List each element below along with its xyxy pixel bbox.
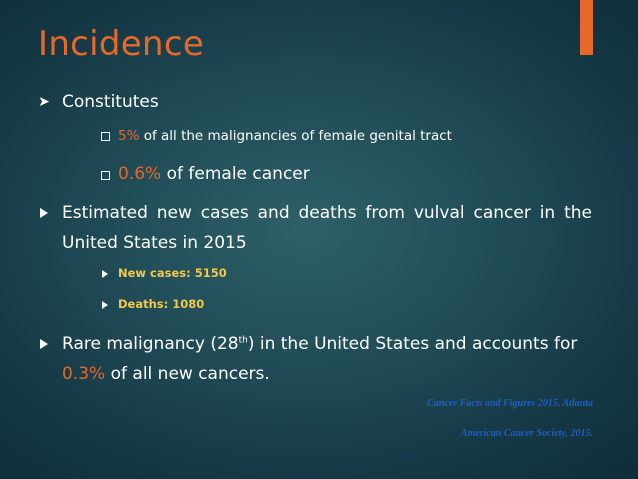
rare-text-sup: th	[238, 335, 248, 346]
triangle-right-icon	[100, 268, 110, 280]
highlight-value: 5%	[118, 128, 140, 144]
bullet-estimated-line1: Estimated new cases and deaths from vulval cancer in the	[62, 203, 592, 223]
highlight-value: 0.6%	[118, 164, 162, 184]
triangle-right-icon	[38, 337, 50, 351]
rare-text-pre: Rare malignancy (28	[62, 334, 239, 354]
checkbox-icon	[100, 169, 110, 181]
highlight-value: 0.3%	[62, 364, 106, 384]
triangle-right-icon	[100, 299, 110, 311]
subbullet-text: of female cancer	[161, 164, 310, 184]
rare-text-post: ) in the United States and accounts for	[247, 334, 578, 354]
bullet-rare-line1	[62, 331, 577, 357]
bullet-estimated-line2: United States in 2015	[62, 233, 247, 253]
subbullet-five-percent	[118, 126, 452, 146]
bullet-constitutes: Constitutes	[62, 92, 159, 112]
slide-title: Incidence	[38, 24, 205, 64]
subbullet-text: of all the malignancies of female genital tract	[139, 128, 452, 144]
accent-bar	[580, 0, 593, 55]
triangle-right-icon	[38, 206, 50, 220]
subbullet-deaths: Deaths: 1080	[118, 297, 205, 311]
citation-line2: American Cancer Society, 2015.	[460, 428, 593, 439]
subbullet-new-cases: New cases: 5150	[118, 266, 227, 280]
rare-text-line2: of all new cancers.	[105, 364, 270, 384]
citation-line1: Cancer Facts and Figures 2015. Atlanta	[427, 398, 593, 409]
chevron-right-icon: ➤	[38, 94, 50, 110]
subbullet-zero-six-percent	[118, 162, 310, 186]
bullet-rare-line2	[62, 361, 270, 387]
checkbox-icon	[100, 130, 110, 142]
